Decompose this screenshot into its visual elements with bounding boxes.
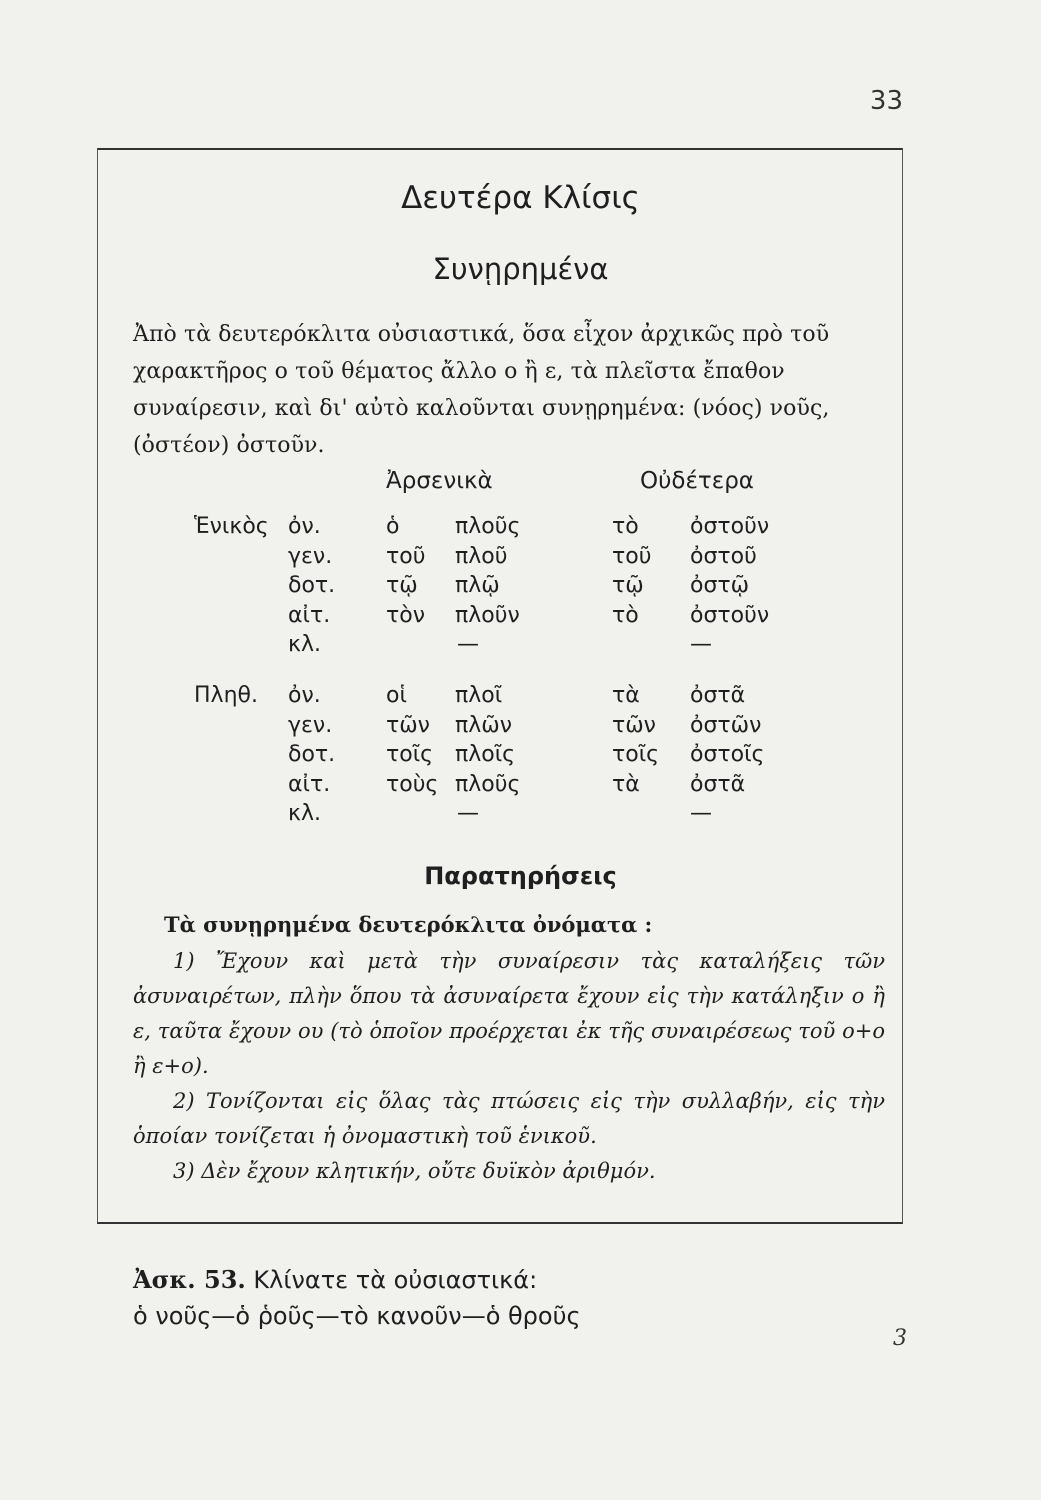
case-label: αἰτ. xyxy=(288,602,331,628)
case-label: γεν. xyxy=(288,712,333,738)
neut-form: ὀστῶν xyxy=(690,712,762,738)
masc-article: οἱ xyxy=(386,683,407,708)
neut-article: τὸ xyxy=(612,514,639,539)
neut-form: — xyxy=(690,632,712,658)
neut-form: ὀστᾶ xyxy=(690,771,746,797)
note-2: 2) Τονίζονται εἰς ὅλας τὰς πτώσεις εἰς τὴν συλλαβήν, εἰς τὴν ὁποίαν τονίζεται ἡ ὀνομαστικὴ τοῦ ἑνικοῦ. xyxy=(133,1089,885,1148)
masc-form: πλοῦς xyxy=(455,771,521,797)
case-label: δοτ. xyxy=(288,573,336,599)
neut-article: τὸ xyxy=(612,602,639,628)
column-header-neuter: Οὐδέτερα xyxy=(640,468,754,494)
masc-form: πλοῖς xyxy=(455,742,516,768)
case-label: δοτ. xyxy=(288,742,336,768)
case-label: αἰτ. xyxy=(288,771,331,797)
neut-article: τὰ xyxy=(612,771,640,797)
case-label: κλ. xyxy=(288,632,321,658)
neut-article: τῷ xyxy=(612,573,644,599)
masc-form: πλοῦν xyxy=(455,602,520,628)
exercise xyxy=(133,1262,581,1334)
observations-lead: Τὰ συνῃρημένα δευτερόκλιτα ὀνόματα : xyxy=(164,912,653,937)
masc-article: τὸν xyxy=(386,602,425,628)
masc-article: ὁ xyxy=(386,514,400,539)
observations-notes xyxy=(133,944,885,1189)
exercise-number: Ἀσκ. 53. xyxy=(133,1265,246,1294)
page-number: 33 xyxy=(869,86,903,116)
neut-form: ὀστοῦν xyxy=(690,602,770,628)
neut-form: ὀστοῦν xyxy=(690,514,770,539)
exercise-instruction: Κλίνατε τὰ οὐσιαστικά: xyxy=(253,1266,538,1294)
case-label: γεν. xyxy=(288,543,333,569)
masc-form: πλοῖ xyxy=(455,683,503,708)
note-3: 3) Δὲν ἔχουν κλητικήν, οὔτε δυϊκὸν ἀριθμόν. xyxy=(173,1159,656,1183)
neut-article: τὰ xyxy=(612,683,640,708)
masc-article: τοὺς xyxy=(386,771,439,797)
neut-form: — xyxy=(690,801,712,827)
plural-label: Πληθ. xyxy=(194,683,258,708)
page-title: Δευτέρα Κλίσις xyxy=(401,180,640,216)
case-label: ὀν. xyxy=(288,683,321,708)
corner-mark: 3 xyxy=(893,1326,907,1351)
singular-label: Ἑνικὸς xyxy=(194,514,269,539)
neut-article: τοῦ xyxy=(612,543,652,569)
case-label: ὀν. xyxy=(288,514,321,539)
masc-form: πλοῦ xyxy=(455,543,508,569)
case-label: κλ. xyxy=(288,801,321,827)
masc-form: — xyxy=(457,801,479,827)
neut-form: ὀστοῖς xyxy=(690,742,765,768)
note-1: 1) Ἔχουν καὶ μετὰ τὴν συναίρεσιν τὰς καταλήξεις τῶν ἀσυναιρέτων, πλὴν ὅπου τὰ ἀσυναίρετα ἔχουν εἰς τὴν κατάληξιν ο ἢ ε, ταῦτα ἔχουν ου (τὸ ὁποῖον προέρχεται ἐκ τῆς συναιρέσεως τοῦ ο+ο ἢ ε+ο). xyxy=(133,949,885,1078)
neut-form: ὀστῷ xyxy=(690,573,750,599)
neut-article: τοῖς xyxy=(612,742,660,768)
masc-article: τοῖς xyxy=(386,742,434,768)
neut-form: ὀστᾶ xyxy=(690,683,746,708)
neut-article: τῶν xyxy=(612,712,656,738)
exercise-words: ὁ νοῦς—ὁ ῥοῦς—τὸ κανοῦν—ὁ θροῦς xyxy=(133,1302,581,1330)
masc-form: πλῷ xyxy=(455,573,500,599)
section-subtitle: Συνῃρημένα xyxy=(432,252,609,286)
column-header-masculine: Ἀρσενικὰ xyxy=(386,468,493,494)
masc-form: πλῶν xyxy=(455,712,512,738)
neut-form: ὀστοῦ xyxy=(690,543,757,569)
masc-article: τῶν xyxy=(386,712,430,738)
masc-form: πλοῦς xyxy=(455,514,521,539)
observations-title: Παρατηρήσεις xyxy=(424,862,617,890)
masc-form: — xyxy=(457,632,479,658)
intro-paragraph: Ἀπὸ τὰ δευτερόκλιτα οὐσιαστικά, ὅσα εἶχον ἀρχικῶς πρὸ τοῦ χαρακτῆρος ο τοῦ θέματος ἄλλο ο ἢ ε, τὰ πλεῖστα ἔπαθον συναίρεσιν, καὶ δι' αὐτὸ καλοῦνται συνῃρημένα: (νόος) νοῦς, (ὀστέον) ὀστοῦν. xyxy=(133,322,830,458)
exercise-line-1 xyxy=(133,1262,581,1298)
masc-article: τοῦ xyxy=(386,543,426,569)
masc-article: τῷ xyxy=(386,573,418,599)
